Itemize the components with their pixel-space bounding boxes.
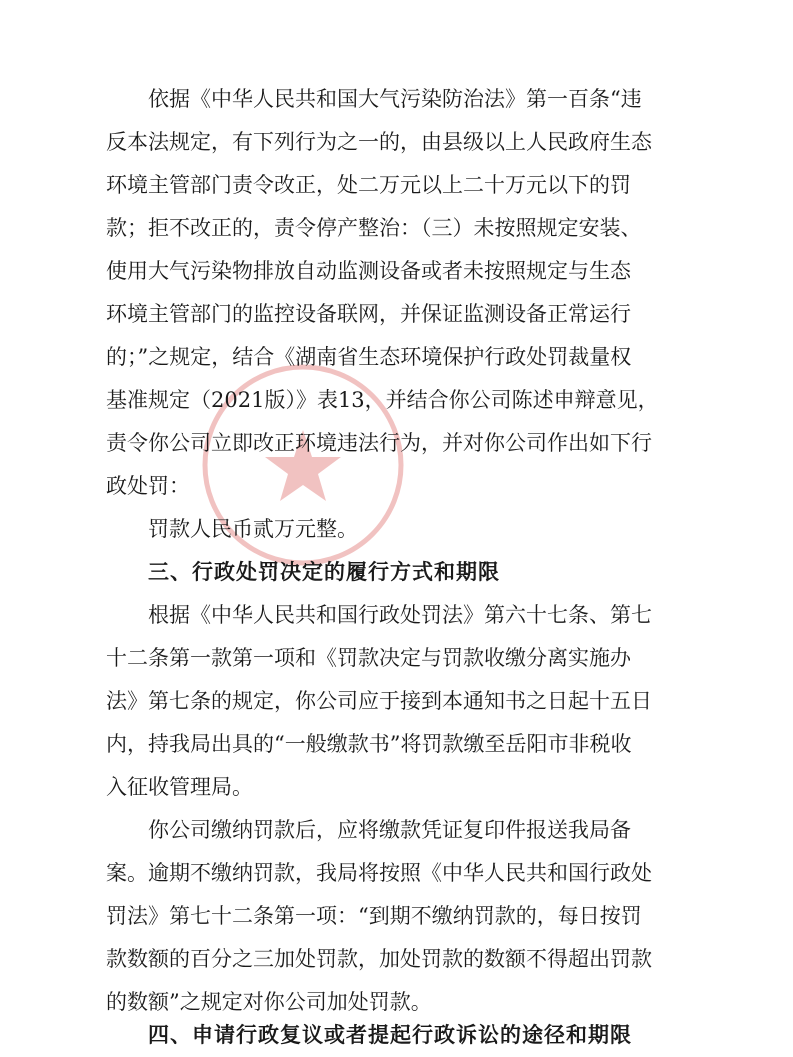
- text-line: 案。逾期不缴纳罚款，我局将按照《中华人民共和国行政处: [106, 861, 652, 885]
- text-line: 的数额”之规定对你公司加处罚款。: [106, 990, 432, 1014]
- section-heading-4: 四、申请行政复议或者提起行政诉讼的途径和期限: [148, 1023, 632, 1047]
- text-line: 责令你公司立即改正环境违法行为，并对你公司作出如下行: [106, 431, 652, 455]
- penalty-amount-line: 罚款人民币贰万元整。: [148, 517, 358, 541]
- text-line: 反本法规定，有下列行为之一的，由县级以上人民政府生态: [106, 130, 652, 154]
- section-heading-3: 三、行政处罚决定的履行方式和期限: [148, 560, 500, 584]
- text-line: 法》第七条的规定，你公司应于接到本通知书之日起十五日: [106, 689, 652, 713]
- text-line: 根据《中华人民共和国行政处罚法》第六十七条、第七: [148, 603, 652, 627]
- text-line: 基准规定（2021版）》表13，并结合你公司陈述申辩意见，: [106, 388, 659, 412]
- text-line: 环境主管部门责令改正，处二万元以上二十万元以下的罚: [106, 173, 631, 197]
- text-line: 环境主管部门的监控设备联网，并保证监测设备正常运行: [106, 302, 631, 326]
- text-line: 罚法》第七十二条第一项：“到期不缴纳罚款的，每日按罚: [106, 904, 642, 928]
- text-line: 十二条第一款第一项和《罚款决定与罚款收缴分离实施办: [106, 646, 631, 670]
- text-line: 入征收管理局。: [106, 775, 253, 799]
- text-line: 政处罚：: [106, 474, 190, 498]
- text-line: 使用大气污染物排放自动监测设备或者未按照规定与生态: [106, 259, 631, 283]
- text-line: 内，持我局出具的“一般缴款书”将罚款缴至岳阳市非税收: [106, 732, 632, 756]
- text-line: 的；”之规定，结合《湖南省生态环境保护行政处罚裁量权: [106, 345, 632, 369]
- text-line: 依据《中华人民共和国大气污染防治法》第一百条“违: [148, 87, 642, 111]
- text-line: 款；拒不改正的，责令停产整治：（三）未按照规定安装、: [106, 216, 642, 240]
- text-line: 款数额的百分之三加处罚款，加处罚款的数额不得超出罚款: [106, 947, 652, 971]
- text-line: 你公司缴纳罚款后，应将缴款凭证复印件报送我局备: [148, 818, 631, 842]
